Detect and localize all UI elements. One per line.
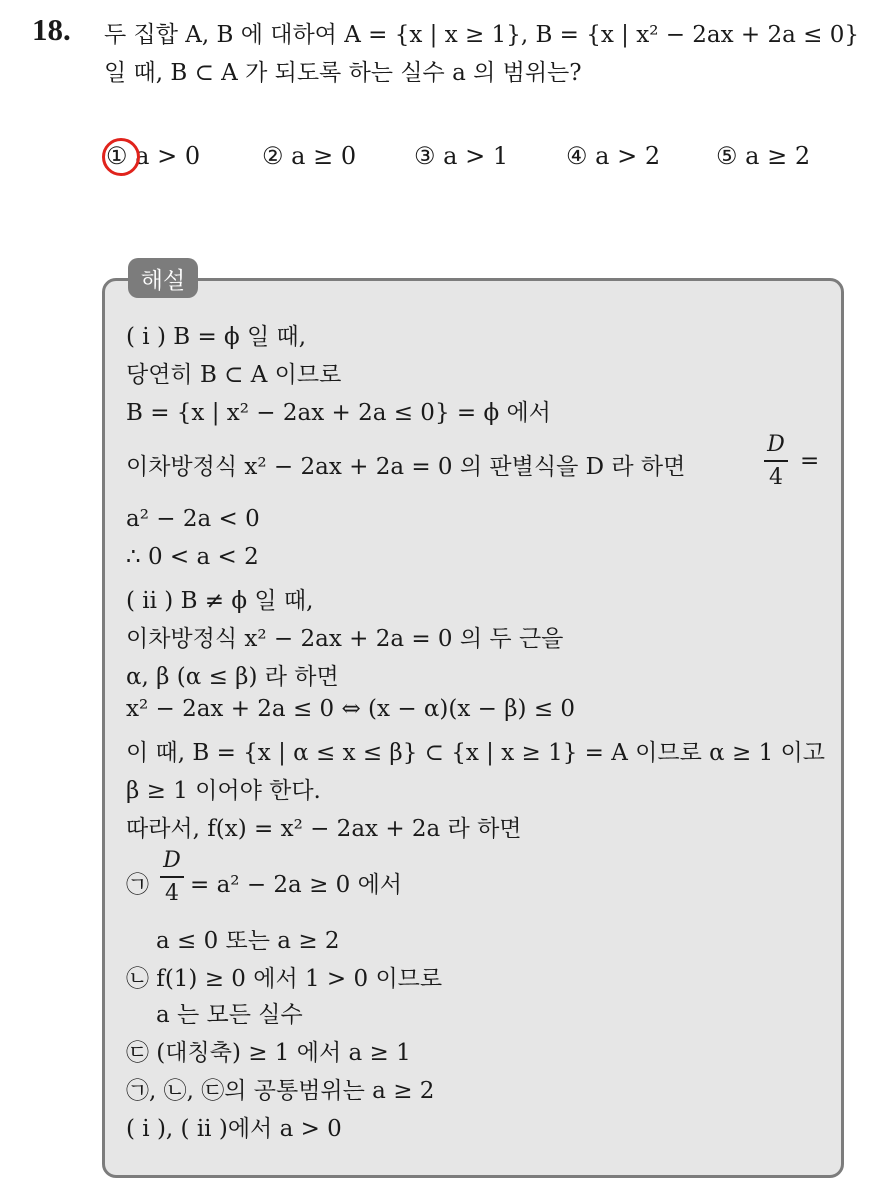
question-line-2: 일 때, B ⊂ A 가 되도록 하는 실수 a 의 범위는? <box>104 60 582 86</box>
fraction-numerator: D <box>163 848 181 873</box>
solution-tag: 해설 <box>128 258 198 298</box>
solution-line: ㉠ <box>126 872 149 898</box>
fraction-denominator: 4 <box>165 880 179 906</box>
solution-line: 이 때, B = {x | α ≤ x ≤ β} ⊂ {x | x ≥ 1} = A 이므로 α ≥ 1 이고 <box>126 740 825 766</box>
solution-line: ㉠, ㉡, ㉢의 공통범위는 a ≥ 2 <box>126 1078 435 1104</box>
solution-line: ( i ) B = ϕ 일 때, <box>126 324 307 350</box>
solution-line: = a² − 2a ≥ 0 에서 <box>190 872 403 898</box>
question-line-1: 두 집합 A, B 에 대하여 A = {x | x ≥ 1}, B = {x | x² − 2ax + 2a ≤ 0} <box>104 22 860 48</box>
choice-1[interactable]: ① a > 0 <box>106 142 201 170</box>
solution-line: a 는 모든 실수 <box>156 1002 303 1028</box>
choice-4[interactable]: ④ a > 2 <box>566 142 661 170</box>
fraction-numerator: D <box>767 432 785 457</box>
fraction-d-over-4 <box>764 432 788 490</box>
fraction-bar <box>160 876 184 878</box>
solution-line: a ≤ 0 또는 a ≥ 2 <box>156 928 340 954</box>
choice-5[interactable]: ⑤ a ≥ 2 <box>716 142 811 170</box>
solution-line: β ≥ 1 이어야 한다. <box>126 778 321 804</box>
solution-line: ㉡ f(1) ≥ 0 에서 1 > 0 이므로 <box>126 966 443 992</box>
solution-line: 따라서, f(x) = x² − 2ax + 2a 라 하면 <box>126 816 522 842</box>
solution-line: ( i ), ( ii )에서 a > 0 <box>126 1116 342 1142</box>
solution-line: 이차방정식 x² − 2ax + 2a = 0 의 두 근을 <box>126 626 564 652</box>
fraction-bar <box>764 460 788 462</box>
solution-line: α, β (α ≤ β) 라 하면 <box>126 664 339 690</box>
solution-line: x² − 2ax + 2a ≤ 0 ⇔ (x − α)(x − β) ≤ 0 <box>126 696 576 722</box>
solution-line: = <box>800 448 820 474</box>
solution-line: B = {x | x² − 2ax + 2a ≤ 0} = ϕ 에서 <box>126 400 551 426</box>
answer-circle-mark <box>102 138 140 176</box>
choice-3[interactable]: ③ a > 1 <box>414 142 509 170</box>
question-number: 18. <box>32 12 71 47</box>
solution-line: a² − 2a < 0 <box>126 506 260 532</box>
solution-line: ( ii ) B ≠ ϕ 일 때, <box>126 588 314 614</box>
solution-line: 이차방정식 x² − 2ax + 2a = 0 의 판별식을 D 라 하면 <box>126 454 686 480</box>
fraction-denominator: 4 <box>769 464 783 490</box>
solution-line: 당연히 B ⊂ A 이므로 <box>126 362 342 388</box>
solution-line: ∴ 0 < a < 2 <box>126 544 259 570</box>
fraction-d-over-4-second <box>160 848 184 906</box>
solution-line: ㉢ (대칭축) ≥ 1 에서 a ≥ 1 <box>126 1040 411 1066</box>
choice-2[interactable]: ② a ≥ 0 <box>262 142 357 170</box>
